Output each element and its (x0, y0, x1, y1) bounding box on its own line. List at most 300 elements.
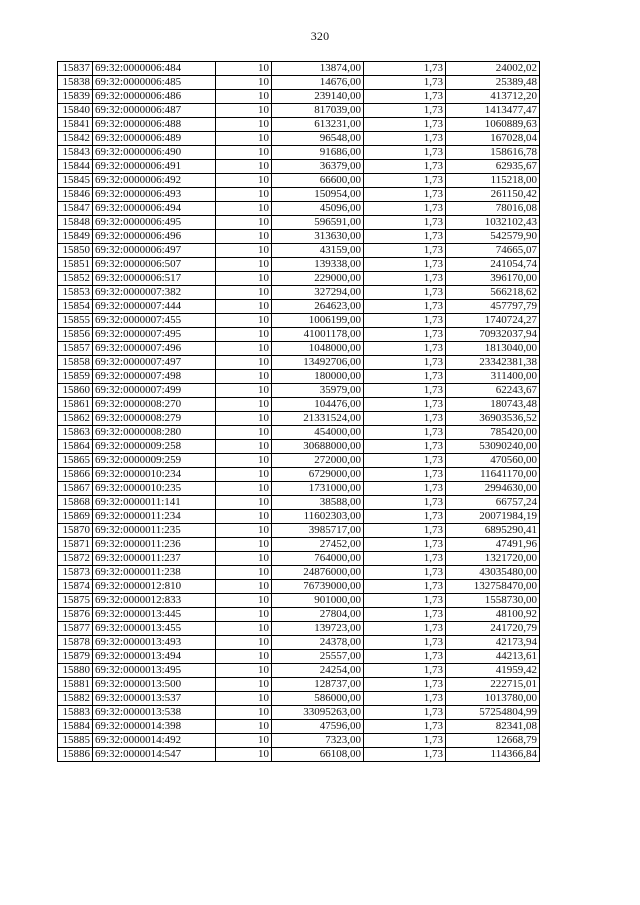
coefficient-cell: 1,73 (364, 398, 446, 412)
table-row (58, 384, 540, 398)
total-value-cell: 470560,00 (446, 454, 540, 468)
table-row (58, 706, 540, 720)
cadastral-number-cell: 69:32:0000013:495 (93, 664, 216, 678)
cadastral-number-cell: 69:32:0000013:494 (93, 650, 216, 664)
rate-cell: 10 (216, 650, 272, 664)
row-number-cell: 15883 (58, 706, 93, 720)
coefficient-cell: 1,73 (364, 370, 446, 384)
coefficient-cell: 1,73 (364, 552, 446, 566)
total-value-cell: 222715,01 (446, 678, 540, 692)
rate-cell: 10 (216, 580, 272, 594)
rate-cell: 10 (216, 202, 272, 216)
cadastral-number-cell: 69:32:0000006:491 (93, 160, 216, 174)
cadastral-number-cell: 69:32:0000013:500 (93, 678, 216, 692)
row-number-cell: 15860 (58, 384, 93, 398)
rate-cell: 10 (216, 342, 272, 356)
total-value-cell: 12668,79 (446, 734, 540, 748)
cadastral-value-cell: 139338,00 (272, 258, 364, 272)
cadastral-value-cell: 150954,00 (272, 188, 364, 202)
table-row (58, 622, 540, 636)
table-row (58, 398, 540, 412)
cadastral-value-cell: 35979,00 (272, 384, 364, 398)
cadastral-number-cell: 69:32:0000014:547 (93, 748, 216, 762)
cadastral-number-cell: 69:32:0000011:234 (93, 510, 216, 524)
coefficient-cell: 1,73 (364, 482, 446, 496)
row-number-cell: 15863 (58, 426, 93, 440)
total-value-cell: 62243,67 (446, 384, 540, 398)
rate-cell: 10 (216, 622, 272, 636)
cadastral-number-cell: 69:32:0000009:259 (93, 454, 216, 468)
rate-cell: 10 (216, 188, 272, 202)
table-row (58, 538, 540, 552)
rate-cell: 10 (216, 566, 272, 580)
cadastral-number-cell: 69:32:0000006:494 (93, 202, 216, 216)
cadastral-value-cell: 817039,00 (272, 104, 364, 118)
cadastral-value-cell: 76739000,00 (272, 580, 364, 594)
row-number-cell: 15839 (58, 90, 93, 104)
table-row (58, 748, 540, 762)
cadastral-value-cell: 3985717,00 (272, 524, 364, 538)
table-row (58, 692, 540, 706)
rate-cell: 10 (216, 286, 272, 300)
coefficient-cell: 1,73 (364, 524, 446, 538)
cadastral-value-cell: 327294,00 (272, 286, 364, 300)
row-number-cell: 15864 (58, 440, 93, 454)
rate-cell: 10 (216, 524, 272, 538)
coefficient-cell: 1,73 (364, 608, 446, 622)
cadastral-value-cell: 596591,00 (272, 216, 364, 230)
cadastral-number-cell: 69:32:0000008:280 (93, 426, 216, 440)
total-value-cell: 167028,04 (446, 132, 540, 146)
row-number-cell: 15879 (58, 650, 93, 664)
table-row (58, 734, 540, 748)
row-number-cell: 15838 (58, 76, 93, 90)
coefficient-cell: 1,73 (364, 202, 446, 216)
coefficient-cell: 1,73 (364, 692, 446, 706)
total-value-cell: 241720,79 (446, 622, 540, 636)
cadastral-number-cell: 69:32:0000006:488 (93, 118, 216, 132)
coefficient-cell: 1,73 (364, 538, 446, 552)
table-row (58, 202, 540, 216)
coefficient-cell: 1,73 (364, 216, 446, 230)
table-row (58, 720, 540, 734)
cadastral-value-cell: 128737,00 (272, 678, 364, 692)
table-row (58, 552, 540, 566)
table-row (58, 370, 540, 384)
rate-cell: 10 (216, 510, 272, 524)
rate-cell: 10 (216, 230, 272, 244)
coefficient-cell: 1,73 (364, 132, 446, 146)
cadastral-number-cell: 69:32:0000013:537 (93, 692, 216, 706)
coefficient-cell: 1,73 (364, 188, 446, 202)
total-value-cell: 20071984,19 (446, 510, 540, 524)
total-value-cell: 114366,84 (446, 748, 540, 762)
rate-cell: 10 (216, 272, 272, 286)
row-number-cell: 15846 (58, 188, 93, 202)
cadastral-number-cell: 69:32:0000011:238 (93, 566, 216, 580)
rate-cell: 10 (216, 146, 272, 160)
cadastral-number-cell: 69:32:0000009:258 (93, 440, 216, 454)
cadastral-value-cell: 104476,00 (272, 398, 364, 412)
coefficient-cell: 1,73 (364, 454, 446, 468)
rate-cell: 10 (216, 314, 272, 328)
rate-cell: 10 (216, 258, 272, 272)
table-row (58, 216, 540, 230)
cadastral-value-cell: 66600,00 (272, 174, 364, 188)
row-number-cell: 15858 (58, 356, 93, 370)
row-number-cell: 15850 (58, 244, 93, 258)
row-number-cell: 15882 (58, 692, 93, 706)
coefficient-cell: 1,73 (364, 160, 446, 174)
row-number-cell: 15862 (58, 412, 93, 426)
table-row (58, 468, 540, 482)
rate-cell: 10 (216, 440, 272, 454)
cadastral-value-cell: 96548,00 (272, 132, 364, 146)
cadastral-value-cell: 25557,00 (272, 650, 364, 664)
cadastral-number-cell: 69:32:0000007:499 (93, 384, 216, 398)
table-row (58, 440, 540, 454)
table-row (58, 412, 540, 426)
table-row (58, 580, 540, 594)
total-value-cell: 42173,94 (446, 636, 540, 650)
coefficient-cell: 1,73 (364, 468, 446, 482)
rate-cell: 10 (216, 244, 272, 258)
table-row (58, 356, 540, 370)
rate-cell: 10 (216, 734, 272, 748)
coefficient-cell: 1,73 (364, 496, 446, 510)
coefficient-cell: 1,73 (364, 104, 446, 118)
coefficient-cell: 1,73 (364, 594, 446, 608)
total-value-cell: 457797,79 (446, 300, 540, 314)
cadastral-number-cell: 69:32:0000006:490 (93, 146, 216, 160)
table-body (58, 62, 540, 762)
coefficient-cell: 1,73 (364, 580, 446, 594)
cadastral-number-cell: 69:32:0000007:498 (93, 370, 216, 384)
coefficient-cell: 1,73 (364, 300, 446, 314)
total-value-cell: 66757,24 (446, 496, 540, 510)
cadastral-number-cell: 69:32:0000014:398 (93, 720, 216, 734)
rate-cell: 10 (216, 132, 272, 146)
cadastral-number-cell: 69:32:0000014:492 (93, 734, 216, 748)
rate-cell: 10 (216, 678, 272, 692)
total-value-cell: 241054,74 (446, 258, 540, 272)
total-value-cell: 566218,62 (446, 286, 540, 300)
table-row (58, 272, 540, 286)
row-number-cell: 15871 (58, 538, 93, 552)
row-number-cell: 15853 (58, 286, 93, 300)
total-value-cell: 57254804,99 (446, 706, 540, 720)
total-value-cell: 36903536,52 (446, 412, 540, 426)
cadastral-value-cell: 1731000,00 (272, 482, 364, 496)
cadastral-value-cell: 7323,00 (272, 734, 364, 748)
table-row (58, 482, 540, 496)
table-row (58, 62, 540, 76)
total-value-cell: 82341,08 (446, 720, 540, 734)
cadastral-number-cell: 69:32:0000006:507 (93, 258, 216, 272)
row-number-cell: 15870 (58, 524, 93, 538)
rate-cell: 10 (216, 692, 272, 706)
total-value-cell: 74665,07 (446, 244, 540, 258)
rate-cell: 10 (216, 454, 272, 468)
row-number-cell: 15845 (58, 174, 93, 188)
cadastral-value-cell: 6729000,00 (272, 468, 364, 482)
total-value-cell: 1740724,27 (446, 314, 540, 328)
rate-cell: 10 (216, 62, 272, 76)
rate-cell: 10 (216, 90, 272, 104)
cadastral-number-cell: 69:32:0000010:235 (93, 482, 216, 496)
table-row (58, 342, 540, 356)
coefficient-cell: 1,73 (364, 426, 446, 440)
cadastral-number-cell: 69:32:0000007:495 (93, 328, 216, 342)
total-value-cell: 396170,00 (446, 272, 540, 286)
row-number-cell: 15855 (58, 314, 93, 328)
total-value-cell: 1558730,00 (446, 594, 540, 608)
cadastral-number-cell: 69:32:0000006:493 (93, 188, 216, 202)
cadastral-table (57, 61, 540, 762)
table-row (58, 118, 540, 132)
total-value-cell: 1032102,43 (446, 216, 540, 230)
total-value-cell: 785420,00 (446, 426, 540, 440)
row-number-cell: 15866 (58, 468, 93, 482)
row-number-cell: 15878 (58, 636, 93, 650)
total-value-cell: 6895290,41 (446, 524, 540, 538)
total-value-cell: 70932037,94 (446, 328, 540, 342)
row-number-cell: 15884 (58, 720, 93, 734)
coefficient-cell: 1,73 (364, 328, 446, 342)
total-value-cell: 1013780,00 (446, 692, 540, 706)
coefficient-cell: 1,73 (364, 146, 446, 160)
total-value-cell: 53090240,00 (446, 440, 540, 454)
cadastral-value-cell: 454000,00 (272, 426, 364, 440)
rate-cell: 10 (216, 300, 272, 314)
rate-cell: 10 (216, 608, 272, 622)
coefficient-cell: 1,73 (364, 230, 446, 244)
cadastral-value-cell: 586000,00 (272, 692, 364, 706)
cadastral-value-cell: 27452,00 (272, 538, 364, 552)
cadastral-number-cell: 69:32:0000007:444 (93, 300, 216, 314)
row-number-cell: 15868 (58, 496, 93, 510)
row-number-cell: 15876 (58, 608, 93, 622)
coefficient-cell: 1,73 (364, 566, 446, 580)
cadastral-number-cell: 69:32:0000006:492 (93, 174, 216, 188)
row-number-cell: 15859 (58, 370, 93, 384)
coefficient-cell: 1,73 (364, 90, 446, 104)
rate-cell: 10 (216, 76, 272, 90)
coefficient-cell: 1,73 (364, 748, 446, 762)
cadastral-number-cell: 69:32:0000007:496 (93, 342, 216, 356)
rate-cell: 10 (216, 160, 272, 174)
cadastral-number-cell: 69:32:0000012:833 (93, 594, 216, 608)
coefficient-cell: 1,73 (364, 174, 446, 188)
cadastral-number-cell: 69:32:0000006:495 (93, 216, 216, 230)
total-value-cell: 1060889,63 (446, 118, 540, 132)
row-number-cell: 15861 (58, 398, 93, 412)
cadastral-value-cell: 272000,00 (272, 454, 364, 468)
cadastral-value-cell: 66108,00 (272, 748, 364, 762)
cadastral-value-cell: 38588,00 (272, 496, 364, 510)
cadastral-number-cell: 69:32:0000006:497 (93, 244, 216, 258)
coefficient-cell: 1,73 (364, 272, 446, 286)
rate-cell: 10 (216, 720, 272, 734)
coefficient-cell: 1,73 (364, 342, 446, 356)
row-number-cell: 15881 (58, 678, 93, 692)
cadastral-value-cell: 764000,00 (272, 552, 364, 566)
total-value-cell: 48100,92 (446, 608, 540, 622)
cadastral-number-cell: 69:32:0000006:496 (93, 230, 216, 244)
row-number-cell: 15874 (58, 580, 93, 594)
row-number-cell: 15840 (58, 104, 93, 118)
total-value-cell: 1813040,00 (446, 342, 540, 356)
table-row (58, 104, 540, 118)
coefficient-cell: 1,73 (364, 244, 446, 258)
coefficient-cell: 1,73 (364, 664, 446, 678)
cadastral-value-cell: 21331524,00 (272, 412, 364, 426)
cadastral-number-cell: 69:32:0000006:489 (93, 132, 216, 146)
page-number: 320 (310, 29, 330, 43)
cadastral-number-cell: 69:32:0000007:497 (93, 356, 216, 370)
total-value-cell: 41959,42 (446, 664, 540, 678)
table-row (58, 286, 540, 300)
total-value-cell: 311400,00 (446, 370, 540, 384)
table-row (58, 510, 540, 524)
table-row (58, 650, 540, 664)
table-row (58, 454, 540, 468)
cadastral-value-cell: 91686,00 (272, 146, 364, 160)
row-number-cell: 15848 (58, 216, 93, 230)
cadastral-number-cell: 69:32:0000013:445 (93, 608, 216, 622)
rate-cell: 10 (216, 174, 272, 188)
table-row (58, 300, 540, 314)
cadastral-value-cell: 229000,00 (272, 272, 364, 286)
cadastral-number-cell: 69:32:0000012:810 (93, 580, 216, 594)
rate-cell: 10 (216, 118, 272, 132)
coefficient-cell: 1,73 (364, 356, 446, 370)
row-number-cell: 15842 (58, 132, 93, 146)
row-number-cell: 15885 (58, 734, 93, 748)
table-row (58, 636, 540, 650)
total-value-cell: 62935,67 (446, 160, 540, 174)
table-row (58, 314, 540, 328)
row-number-cell: 15873 (58, 566, 93, 580)
total-value-cell: 2994630,00 (446, 482, 540, 496)
table-row (58, 426, 540, 440)
row-number-cell: 15865 (58, 454, 93, 468)
coefficient-cell: 1,73 (364, 76, 446, 90)
table-row (58, 230, 540, 244)
rate-cell: 10 (216, 538, 272, 552)
total-value-cell: 115218,00 (446, 174, 540, 188)
row-number-cell: 15872 (58, 552, 93, 566)
cadastral-value-cell: 47596,00 (272, 720, 364, 734)
total-value-cell: 1413477,47 (446, 104, 540, 118)
total-value-cell: 542579,90 (446, 230, 540, 244)
coefficient-cell: 1,73 (364, 314, 446, 328)
cadastral-value-cell: 180000,00 (272, 370, 364, 384)
rate-cell: 10 (216, 426, 272, 440)
table-row (58, 174, 540, 188)
total-value-cell: 11641170,00 (446, 468, 540, 482)
cadastral-value-cell: 36379,00 (272, 160, 364, 174)
cadastral-number-cell: 69:32:0000006:486 (93, 90, 216, 104)
table-row (58, 188, 540, 202)
coefficient-cell: 1,73 (364, 706, 446, 720)
coefficient-cell: 1,73 (364, 412, 446, 426)
table-row (58, 328, 540, 342)
row-number-cell: 15852 (58, 272, 93, 286)
table-row (58, 594, 540, 608)
cadastral-value-cell: 901000,00 (272, 594, 364, 608)
table-row (58, 524, 540, 538)
row-number-cell: 15875 (58, 594, 93, 608)
coefficient-cell: 1,73 (364, 678, 446, 692)
cadastral-value-cell: 24254,00 (272, 664, 364, 678)
table-row (58, 132, 540, 146)
row-number-cell: 15880 (58, 664, 93, 678)
cadastral-number-cell: 69:32:0000011:236 (93, 538, 216, 552)
rate-cell: 10 (216, 496, 272, 510)
cadastral-value-cell: 27804,00 (272, 608, 364, 622)
table-row (58, 608, 540, 622)
row-number-cell: 15847 (58, 202, 93, 216)
cadastral-number-cell: 69:32:0000011:235 (93, 524, 216, 538)
cadastral-number-cell: 69:32:0000006:487 (93, 104, 216, 118)
cadastral-value-cell: 313630,00 (272, 230, 364, 244)
row-number-cell: 15854 (58, 300, 93, 314)
rate-cell: 10 (216, 468, 272, 482)
cadastral-value-cell: 33095263,00 (272, 706, 364, 720)
cadastral-number-cell: 69:32:0000011:237 (93, 552, 216, 566)
coefficient-cell: 1,73 (364, 622, 446, 636)
cadastral-value-cell: 11602303,00 (272, 510, 364, 524)
total-value-cell: 158616,78 (446, 146, 540, 160)
rate-cell: 10 (216, 636, 272, 650)
cadastral-value-cell: 43159,00 (272, 244, 364, 258)
total-value-cell: 132758470,00 (446, 580, 540, 594)
table-row (58, 258, 540, 272)
rate-cell: 10 (216, 384, 272, 398)
row-number-cell: 15851 (58, 258, 93, 272)
row-number-cell: 15856 (58, 328, 93, 342)
total-value-cell: 180743,48 (446, 398, 540, 412)
cadastral-value-cell: 45096,00 (272, 202, 364, 216)
cadastral-value-cell: 1006199,00 (272, 314, 364, 328)
rate-cell: 10 (216, 706, 272, 720)
coefficient-cell: 1,73 (364, 62, 446, 76)
cadastral-number-cell: 69:32:0000007:382 (93, 286, 216, 300)
coefficient-cell: 1,73 (364, 510, 446, 524)
total-value-cell: 1321720,00 (446, 552, 540, 566)
total-value-cell: 25389,48 (446, 76, 540, 90)
row-number-cell: 15837 (58, 62, 93, 76)
table-row (58, 76, 540, 90)
coefficient-cell: 1,73 (364, 720, 446, 734)
cadastral-number-cell: 69:32:0000008:279 (93, 412, 216, 426)
cadastral-value-cell: 30688000,00 (272, 440, 364, 454)
cadastral-number-cell: 69:32:0000013:455 (93, 622, 216, 636)
cadastral-value-cell: 239140,00 (272, 90, 364, 104)
cadastral-number-cell: 69:32:0000010:234 (93, 468, 216, 482)
cadastral-value-cell: 24378,00 (272, 636, 364, 650)
cadastral-value-cell: 264623,00 (272, 300, 364, 314)
rate-cell: 10 (216, 104, 272, 118)
rate-cell: 10 (216, 398, 272, 412)
total-value-cell: 43035480,00 (446, 566, 540, 580)
row-number-cell: 15849 (58, 230, 93, 244)
total-value-cell: 24002,02 (446, 62, 540, 76)
table-row (58, 244, 540, 258)
cadastral-number-cell: 69:32:0000011:141 (93, 496, 216, 510)
rate-cell: 10 (216, 748, 272, 762)
